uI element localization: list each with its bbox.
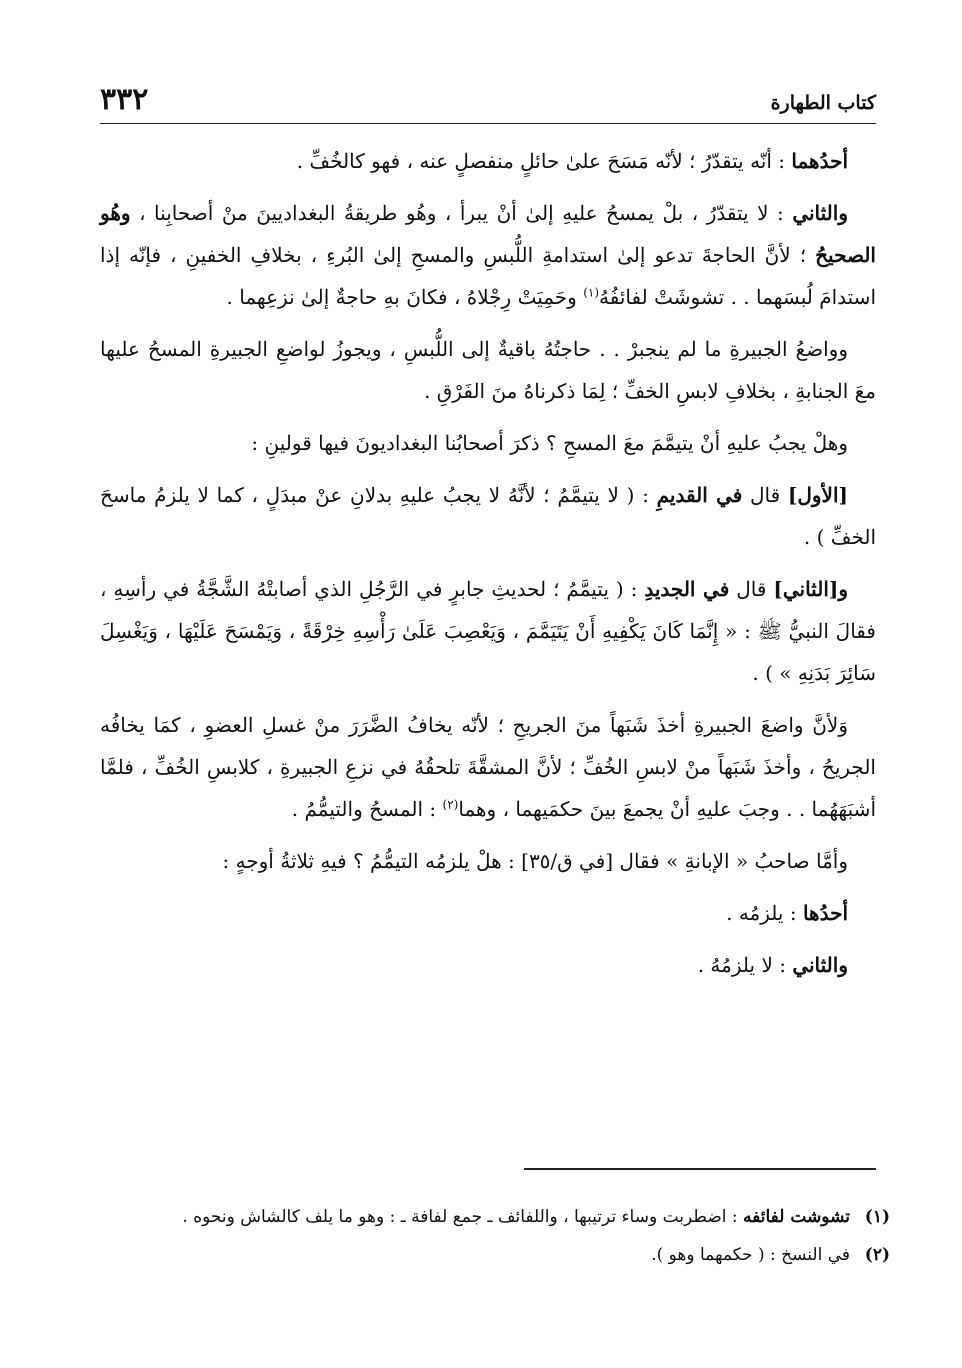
page-header	[100, 82, 876, 124]
paragraph-4-text: وهلْ يجبُ عليهِ أنْ يتيمَّمَ معَ المسحِ ؟ ذكرَ أصحابُنا البغداديونَ فيها قولينِ :	[251, 431, 848, 455]
paragraph-5	[100, 474, 876, 558]
footnote-2	[100, 1238, 890, 1272]
footnotes	[100, 1200, 890, 1276]
paragraph-9	[100, 892, 876, 934]
paragraph-3	[100, 328, 876, 412]
paragraph-2-text-b: ؛ لأنَّ الحاجةَ تدعو إلىٰ استدامةِ اللُّبسِ والمسحِ إلىٰ البُرءِ ، بخلافِ الخفينِ ، فإنّه إذا استدامَ لُبسَهما . . تشوشَتْ لفائفُهُ	[100, 243, 876, 309]
footnote-1-lead: تشوشت لفائفه	[743, 1207, 850, 1227]
paragraph-3-text: وواضعُ الجبيرةِ ما لم ينجبرْ . . حاجتُهُ باقيةٌ إلى اللُّبسِ ، ويجوزُ لواضعِ الجبيرةِ المسحُ عليها معَ الجنابةِ ، بخلافِ لابسِ الخفِّ ؛ لِمَا ذكرناهُ منَ الفَرْقِ .	[100, 337, 876, 403]
paragraph-1	[100, 140, 876, 182]
paragraph-6-lead: و[الثاني]	[773, 577, 848, 601]
paragraph-7-text-a: وَلأنَّ واضعَ الجبيرةِ أخذَ شَبَهاً منَ الجريحِ ؛ لأنّه يخافُ الضَّرَرَ منْ غسلِ العضوِ ، كمَا يخافُه الجريحُ ، وأخذَ شَبَهاً منْ لابسِ الخُفِّ ؛ لأنَّ المشقَّةَ تلحقُهُ في نزعِ الجبيرةِ ، كلابسِ الخُفِّ ، فلمَّا أشبَهَهُما . . وجبَ عليهِ أنْ يجمعَ بينَ حكمَيهما ، وهما	[100, 713, 876, 821]
paragraph-2-lead: والثاني	[792, 201, 848, 225]
paragraph-2-text-a: : لا يتقدّرُ ، بلْ يمسحُ عليهِ إلىٰ أنْ يبرأ ، وهُو طريقةُ البغداديينَ منْ أصحابِنا ،	[130, 201, 793, 225]
paragraph-1-text: : أنّه يتقدّرُ ؛ لأنّه مَسَحَ علىٰ حائلٍ منفصلٍ عنه ، فهو كالخُفِّ .	[296, 149, 792, 173]
paragraph-6-text-a: قال	[729, 577, 774, 601]
paragraph-1-lead: أحدُهما	[791, 149, 848, 173]
paragraph-10-lead: والثاني	[792, 953, 848, 977]
footnote-1-body	[100, 1200, 850, 1234]
paragraph-7-text-b: : المسحُ والتيمُّمُ .	[291, 797, 443, 821]
footnote-ref-2[interactable]: (٢)	[442, 797, 459, 812]
paragraph-5-emphasis: في القديمِ	[656, 483, 743, 507]
paragraph-2-text-c: وحَمِيَتْ رِجْلاهُ ، فكانَ بهِ حاجةٌ إلىٰ نزعِهما .	[226, 285, 584, 309]
footnote-divider	[524, 1168, 876, 1170]
paragraph-4	[100, 422, 876, 464]
main-text	[100, 140, 876, 996]
paragraph-5-lead: [الأول]	[787, 483, 848, 507]
paragraph-9-lead: أحدُها	[802, 901, 848, 925]
paragraph-6-emphasis: في الجديدِ	[644, 577, 730, 601]
paragraph-2-emphasis: وهُو الصحيحُ	[100, 201, 876, 267]
footnote-2-text: في النسخ : ( حكمهما وهو ).	[651, 1245, 850, 1265]
paragraph-6	[100, 568, 876, 694]
footnote-2-number: (٢)	[864, 1245, 890, 1265]
paragraph-7	[100, 704, 876, 830]
paragraph-6-text-b: : ( يتيمَّمُ ؛ لحديثِ جابرٍ في الرَّجُلِ الذي أصابتْهُ الشَّجَّةُ في رأسِهِ ، فقالَ النبيُّ ﷺ : « إِنَّمَا كَانَ يَكْفِيهِ أَنْ يَتَيَمَّمَ ، وَيَعْصِبَ عَلَىٰ رَأْسِهِ خِرْقَةً ، وَيَمْسَحَ عَلَيْهَا ، وَيَغْسِلَ سَائِرَ بَدَنِهِ » ) .	[100, 577, 876, 685]
header-divider	[100, 123, 876, 124]
paragraph-2	[100, 192, 876, 318]
footnote-1-number: (١)	[864, 1207, 890, 1227]
footnote-2-body	[100, 1238, 850, 1272]
paragraph-10-text: : لا يلزمُهُ .	[697, 953, 793, 977]
paragraph-5-text-b: : ( لا يتيمَّمُ ؛ لأنَّهُ لا يجبُ عليهِ بدلانِ عنْ مبدَلٍ ، كما لا يلزمُ ماسحَ الخفِّ ) .	[100, 483, 876, 549]
paragraph-5-text-a: قال	[742, 483, 788, 507]
paragraph-10	[100, 944, 876, 986]
page-number: ٣٣٢	[100, 82, 149, 117]
footnote-1	[100, 1200, 890, 1234]
running-title: كتاب الطهارة	[770, 92, 876, 114]
paragraph-8-text: وأمَّا صاحبُ « الإبانةِ » فقال [في ق/٣٥] : هلْ يلزمُه التيمُّمُ ؟ فيهِ ثلاثةُ أوجهٍ :	[222, 849, 848, 873]
footnote-ref-1[interactable]: (١)	[583, 285, 600, 300]
footnote-1-text: : اضطربت وساء ترتيبها ، واللفائف ـ جمع لفافة ـ : وهو ما يلف كالشاش ونحوه .	[182, 1207, 744, 1227]
paragraph-8	[100, 840, 876, 882]
paragraph-9-text: : يلزمُه .	[726, 901, 803, 925]
